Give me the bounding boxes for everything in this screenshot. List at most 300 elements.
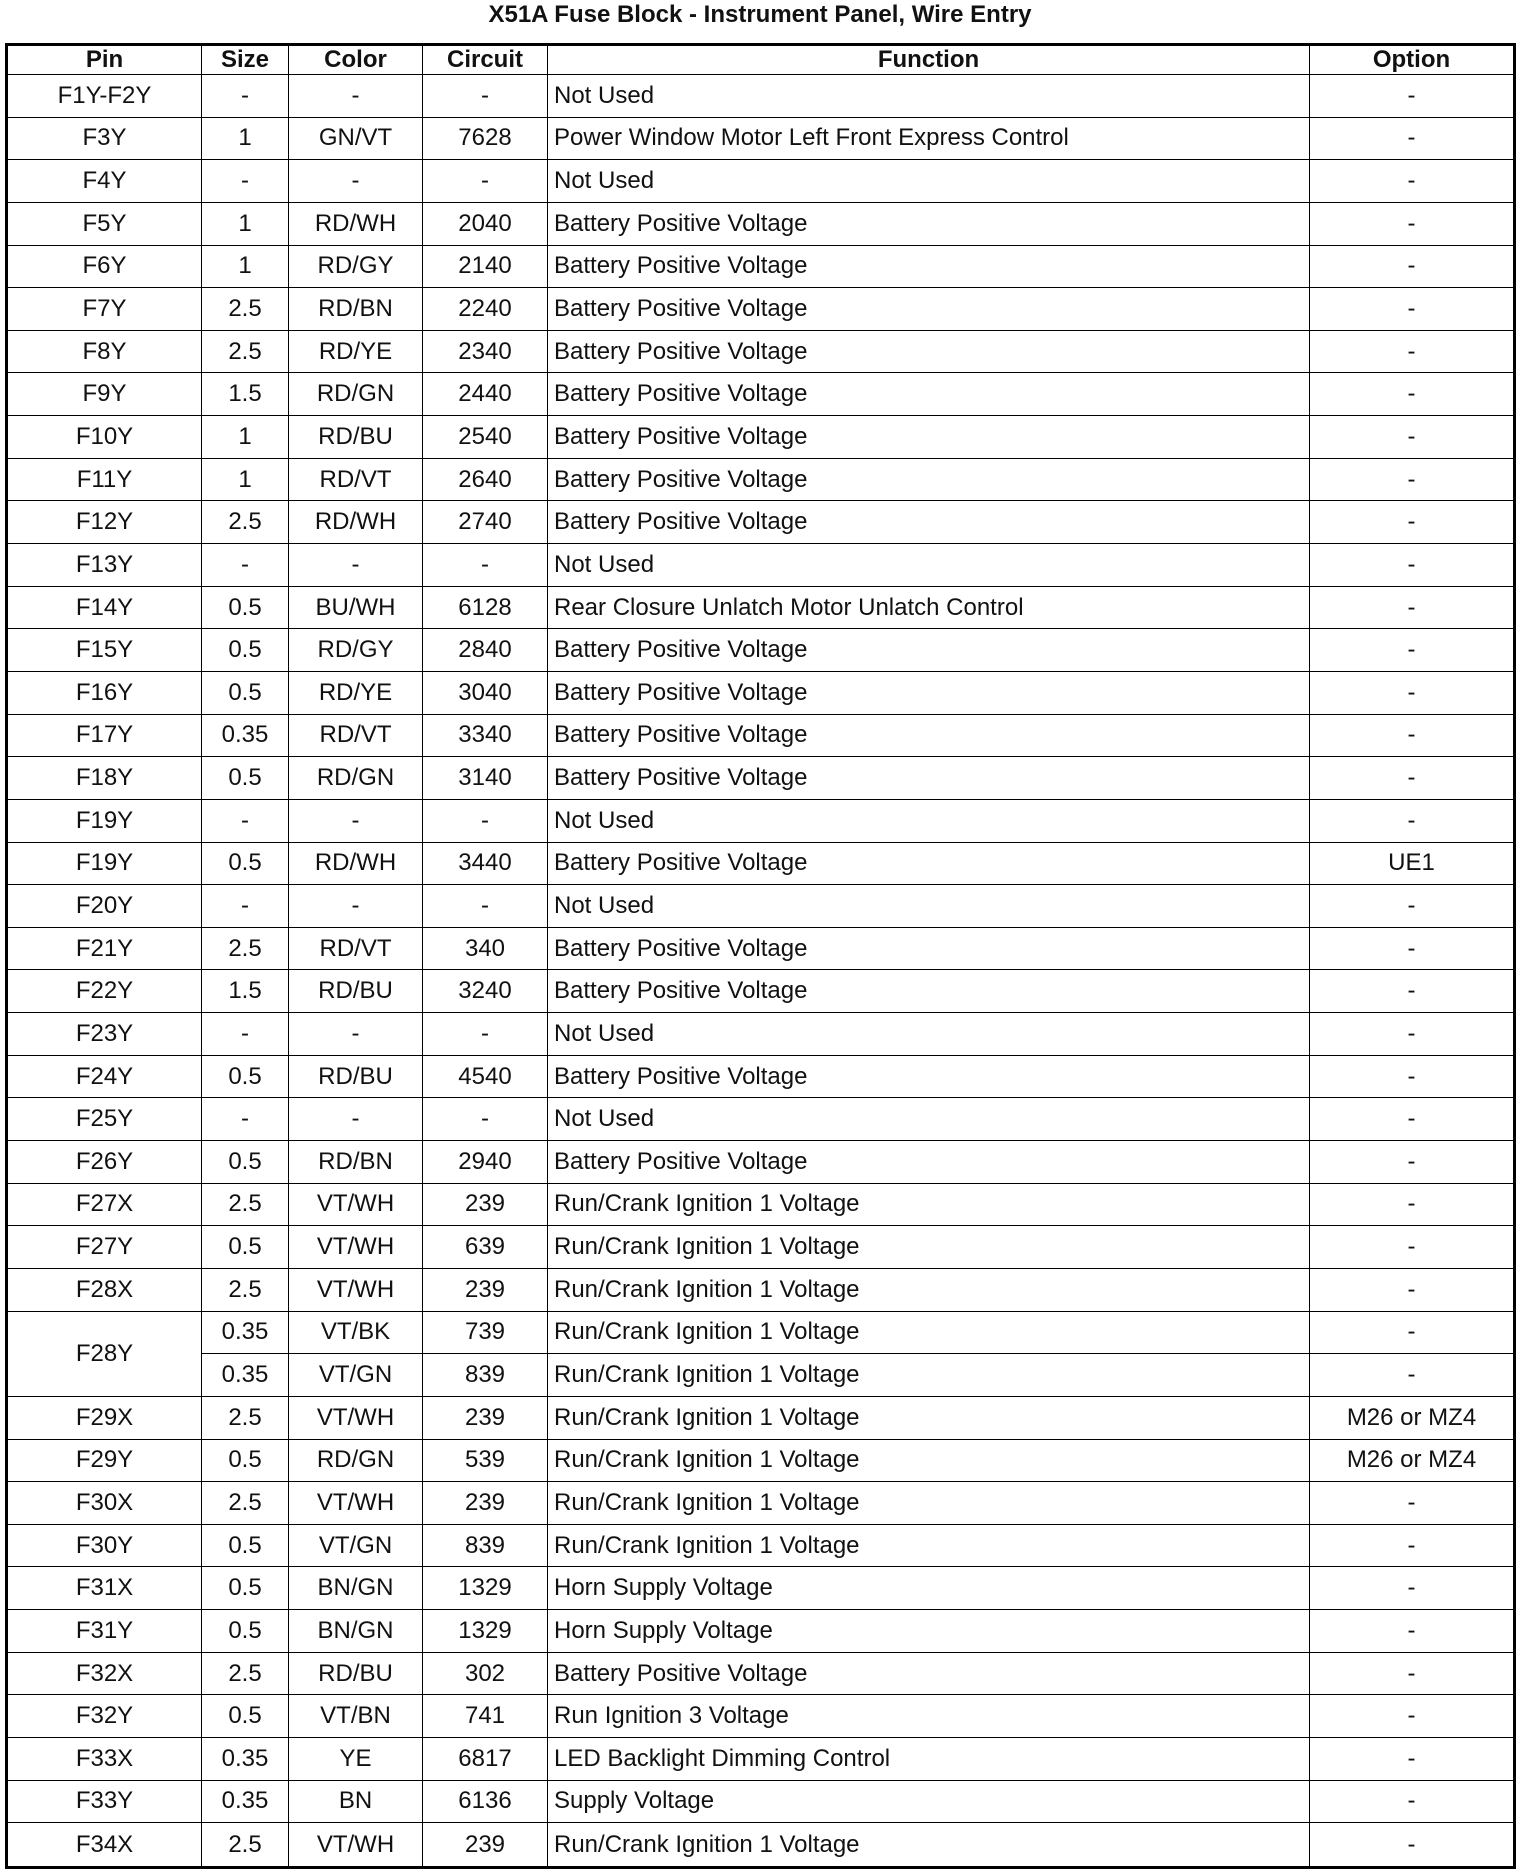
circuit-cell: - xyxy=(423,1098,548,1141)
pin-cell: F19Y xyxy=(7,799,202,842)
size-cell: 1 xyxy=(202,202,289,245)
size-cell: 1.5 xyxy=(202,373,289,416)
option-cell: - xyxy=(1310,1013,1515,1056)
size-cell: 0.35 xyxy=(202,1311,289,1354)
table-row xyxy=(7,117,1515,160)
pin-cell: F7Y xyxy=(7,288,202,331)
table-row xyxy=(7,1567,1515,1610)
color-cell: RD/BU xyxy=(289,416,423,459)
function-cell: Battery Positive Voltage xyxy=(548,1141,1310,1184)
pin-cell: F28X xyxy=(7,1268,202,1311)
color-cell: VT/WH xyxy=(289,1396,423,1439)
table-row xyxy=(7,330,1515,373)
option-cell: - xyxy=(1310,671,1515,714)
table-row xyxy=(7,1013,1515,1056)
size-cell: 2.5 xyxy=(202,1823,289,1868)
table-row xyxy=(7,75,1515,118)
color-cell: RD/BU xyxy=(289,1055,423,1098)
option-cell: - xyxy=(1310,1311,1515,1354)
size-cell: - xyxy=(202,75,289,118)
circuit-cell: 6817 xyxy=(423,1737,548,1780)
pin-cell: F14Y xyxy=(7,586,202,629)
function-cell: Run/Crank Ignition 1 Voltage xyxy=(548,1823,1310,1868)
function-cell: Run/Crank Ignition 1 Voltage xyxy=(548,1226,1310,1269)
table-row xyxy=(7,1482,1515,1525)
size-cell: 2.5 xyxy=(202,501,289,544)
circuit-cell: 639 xyxy=(423,1226,548,1269)
size-cell: - xyxy=(202,544,289,587)
option-cell: - xyxy=(1310,885,1515,928)
option-cell: - xyxy=(1310,1737,1515,1780)
color-cell: BU/WH xyxy=(289,586,423,629)
option-cell: - xyxy=(1310,1482,1515,1525)
option-cell: - xyxy=(1310,1610,1515,1653)
function-cell: Battery Positive Voltage xyxy=(548,373,1310,416)
table-row xyxy=(7,970,1515,1013)
table-row xyxy=(7,1098,1515,1141)
option-cell: - xyxy=(1310,1098,1515,1141)
color-cell: RD/BU xyxy=(289,970,423,1013)
size-cell: 0.5 xyxy=(202,1226,289,1269)
size-cell: 0.5 xyxy=(202,1439,289,1482)
size-cell: 0.5 xyxy=(202,671,289,714)
size-cell: 0.5 xyxy=(202,842,289,885)
pin-cell: F5Y xyxy=(7,202,202,245)
table-row xyxy=(7,1311,1515,1354)
function-cell: Run/Crank Ignition 1 Voltage xyxy=(548,1183,1310,1226)
table-row xyxy=(7,1226,1515,1269)
color-cell: RD/WH xyxy=(289,202,423,245)
function-cell: Battery Positive Voltage xyxy=(548,757,1310,800)
function-cell: Battery Positive Voltage xyxy=(548,927,1310,970)
circuit-cell: 340 xyxy=(423,927,548,970)
column-header-pin: Pin xyxy=(7,45,202,75)
table-row xyxy=(7,1183,1515,1226)
table-row xyxy=(7,671,1515,714)
color-cell: RD/VT xyxy=(289,458,423,501)
circuit-cell: 239 xyxy=(423,1396,548,1439)
option-cell: - xyxy=(1310,75,1515,118)
table-row xyxy=(7,927,1515,970)
function-cell: LED Backlight Dimming Control xyxy=(548,1737,1310,1780)
circuit-cell: 239 xyxy=(423,1482,548,1525)
color-cell: RD/BU xyxy=(289,1652,423,1695)
function-cell: Run/Crank Ignition 1 Voltage xyxy=(548,1439,1310,1482)
pin-cell: F29Y xyxy=(7,1439,202,1482)
table-row xyxy=(7,1780,1515,1823)
function-cell: Battery Positive Voltage xyxy=(548,202,1310,245)
circuit-cell: 3240 xyxy=(423,970,548,1013)
option-cell: - xyxy=(1310,1268,1515,1311)
pin-cell: F15Y xyxy=(7,629,202,672)
pin-cell: F23Y xyxy=(7,1013,202,1056)
option-cell: - xyxy=(1310,1567,1515,1610)
option-cell: UE1 xyxy=(1310,842,1515,885)
function-cell: Horn Supply Voltage xyxy=(548,1610,1310,1653)
function-cell: Run/Crank Ignition 1 Voltage xyxy=(548,1268,1310,1311)
option-cell: - xyxy=(1310,1055,1515,1098)
option-cell: - xyxy=(1310,1354,1515,1397)
color-cell: BN/GN xyxy=(289,1567,423,1610)
option-cell: - xyxy=(1310,501,1515,544)
color-cell: GN/VT xyxy=(289,117,423,160)
option-cell: - xyxy=(1310,1695,1515,1738)
pin-cell: F33X xyxy=(7,1737,202,1780)
table-row xyxy=(7,458,1515,501)
pin-cell: F20Y xyxy=(7,885,202,928)
color-cell: VT/WH xyxy=(289,1268,423,1311)
function-cell: Run Ignition 3 Voltage xyxy=(548,1695,1310,1738)
size-cell: 2.5 xyxy=(202,927,289,970)
column-header-option: Option xyxy=(1310,45,1515,75)
table-row xyxy=(7,1268,1515,1311)
table-row xyxy=(7,1354,1515,1397)
option-cell: - xyxy=(1310,757,1515,800)
pin-cell: F29X xyxy=(7,1396,202,1439)
circuit-cell: 3440 xyxy=(423,842,548,885)
size-cell: 0.35 xyxy=(202,714,289,757)
circuit-cell: - xyxy=(423,160,548,203)
circuit-cell: - xyxy=(423,75,548,118)
option-cell: - xyxy=(1310,202,1515,245)
color-cell: - xyxy=(289,544,423,587)
size-cell: - xyxy=(202,885,289,928)
circuit-cell: 839 xyxy=(423,1354,548,1397)
function-cell: Battery Positive Voltage xyxy=(548,842,1310,885)
header-row xyxy=(7,45,1515,75)
function-cell: Battery Positive Voltage xyxy=(548,458,1310,501)
color-cell: VT/WH xyxy=(289,1823,423,1868)
size-cell: 2.5 xyxy=(202,330,289,373)
circuit-cell: 4540 xyxy=(423,1055,548,1098)
function-cell: Supply Voltage xyxy=(548,1780,1310,1823)
pin-cell: F11Y xyxy=(7,458,202,501)
function-cell: Battery Positive Voltage xyxy=(548,245,1310,288)
size-cell: 2.5 xyxy=(202,1183,289,1226)
size-cell: - xyxy=(202,799,289,842)
color-cell: - xyxy=(289,160,423,203)
circuit-cell: 3140 xyxy=(423,757,548,800)
circuit-cell: - xyxy=(423,885,548,928)
circuit-cell: 739 xyxy=(423,1311,548,1354)
table-row xyxy=(7,586,1515,629)
column-header-circuit: Circuit xyxy=(423,45,548,75)
circuit-cell: 6128 xyxy=(423,586,548,629)
pin-cell: F27Y xyxy=(7,1226,202,1269)
size-cell: 0.5 xyxy=(202,757,289,800)
function-cell: Horn Supply Voltage xyxy=(548,1567,1310,1610)
color-cell: RD/GY xyxy=(289,245,423,288)
option-cell: - xyxy=(1310,330,1515,373)
option-cell: - xyxy=(1310,544,1515,587)
size-cell: - xyxy=(202,1098,289,1141)
pin-cell: F17Y xyxy=(7,714,202,757)
table-row xyxy=(7,245,1515,288)
function-cell: Run/Crank Ignition 1 Voltage xyxy=(548,1311,1310,1354)
pin-cell: F25Y xyxy=(7,1098,202,1141)
circuit-cell: 239 xyxy=(423,1268,548,1311)
size-cell: 1 xyxy=(202,245,289,288)
table-title: X51A Fuse Block - Instrument Panel, Wire Entry xyxy=(488,1,1032,28)
size-cell: 1 xyxy=(202,416,289,459)
table-row xyxy=(7,160,1515,203)
pin-cell: F24Y xyxy=(7,1055,202,1098)
color-cell: RD/GN xyxy=(289,757,423,800)
pin-cell: F21Y xyxy=(7,927,202,970)
table-row xyxy=(7,757,1515,800)
pin-cell: F12Y xyxy=(7,501,202,544)
table-body xyxy=(7,75,1515,1868)
option-cell: - xyxy=(1310,586,1515,629)
circuit-cell: 6136 xyxy=(423,1780,548,1823)
pin-cell: F27X xyxy=(7,1183,202,1226)
pin-cell: F33Y xyxy=(7,1780,202,1823)
pin-cell: F31Y xyxy=(7,1610,202,1653)
size-cell: 1 xyxy=(202,117,289,160)
pin-cell: F32Y xyxy=(7,1695,202,1738)
circuit-cell: 2440 xyxy=(423,373,548,416)
color-cell: BN xyxy=(289,1780,423,1823)
color-cell: VT/BK xyxy=(289,1311,423,1354)
option-cell: - xyxy=(1310,799,1515,842)
option-cell: - xyxy=(1310,245,1515,288)
option-cell: - xyxy=(1310,1183,1515,1226)
size-cell: 1 xyxy=(202,458,289,501)
table-row xyxy=(7,1610,1515,1653)
circuit-cell: 741 xyxy=(423,1695,548,1738)
function-cell: Rear Closure Unlatch Motor Unlatch Control xyxy=(548,586,1310,629)
size-cell: 1.5 xyxy=(202,970,289,1013)
function-cell: Run/Crank Ignition 1 Voltage xyxy=(548,1524,1310,1567)
option-cell: - xyxy=(1310,1652,1515,1695)
pin-cell: F30Y xyxy=(7,1524,202,1567)
circuit-cell: 839 xyxy=(423,1524,548,1567)
function-cell: Battery Positive Voltage xyxy=(548,714,1310,757)
circuit-cell: 2340 xyxy=(423,330,548,373)
column-header-color: Color xyxy=(289,45,423,75)
option-cell: - xyxy=(1310,160,1515,203)
circuit-cell: 2240 xyxy=(423,288,548,331)
pin-cell: F31X xyxy=(7,1567,202,1610)
color-cell: VT/GN xyxy=(289,1524,423,1567)
pin-cell: F8Y xyxy=(7,330,202,373)
function-cell: Battery Positive Voltage xyxy=(548,629,1310,672)
table-row xyxy=(7,544,1515,587)
size-cell: - xyxy=(202,1013,289,1056)
pin-cell: F22Y xyxy=(7,970,202,1013)
size-cell: 2.5 xyxy=(202,1482,289,1525)
color-cell: VT/WH xyxy=(289,1482,423,1525)
pin-cell: F1Y-F2Y xyxy=(7,75,202,118)
color-cell: RD/GN xyxy=(289,1439,423,1482)
color-cell: YE xyxy=(289,1737,423,1780)
circuit-cell: 302 xyxy=(423,1652,548,1695)
pin-cell: F18Y xyxy=(7,757,202,800)
table-row xyxy=(7,1524,1515,1567)
size-cell: 0.5 xyxy=(202,1055,289,1098)
function-cell: Power Window Motor Left Front Express Control xyxy=(548,117,1310,160)
option-cell: - xyxy=(1310,117,1515,160)
color-cell: - xyxy=(289,885,423,928)
option-cell: - xyxy=(1310,373,1515,416)
table-row xyxy=(7,1055,1515,1098)
pin-cell: F26Y xyxy=(7,1141,202,1184)
color-cell: BN/GN xyxy=(289,1610,423,1653)
size-cell: 2.5 xyxy=(202,1396,289,1439)
table-row xyxy=(7,842,1515,885)
color-cell: VT/BN xyxy=(289,1695,423,1738)
circuit-cell: 1329 xyxy=(423,1610,548,1653)
table-row xyxy=(7,714,1515,757)
function-cell: Battery Positive Voltage xyxy=(548,1652,1310,1695)
option-cell: - xyxy=(1310,1226,1515,1269)
color-cell: RD/YE xyxy=(289,671,423,714)
function-cell: Battery Positive Voltage xyxy=(548,671,1310,714)
circuit-cell: 2640 xyxy=(423,458,548,501)
pinout-table xyxy=(5,43,1516,1869)
function-cell: Battery Positive Voltage xyxy=(548,1055,1310,1098)
pin-cell: F9Y xyxy=(7,373,202,416)
table-row xyxy=(7,1652,1515,1695)
table-row xyxy=(7,501,1515,544)
option-cell: - xyxy=(1310,416,1515,459)
pin-cell: F32X xyxy=(7,1652,202,1695)
color-cell: - xyxy=(289,1013,423,1056)
circuit-cell: 1329 xyxy=(423,1567,548,1610)
circuit-cell: 2840 xyxy=(423,629,548,672)
column-header-size: Size xyxy=(202,45,289,75)
color-cell: RD/VT xyxy=(289,927,423,970)
function-cell: Battery Positive Voltage xyxy=(548,416,1310,459)
function-cell: Battery Positive Voltage xyxy=(548,330,1310,373)
color-cell: VT/WH xyxy=(289,1183,423,1226)
circuit-cell: 539 xyxy=(423,1439,548,1482)
pin-cell: F19Y xyxy=(7,842,202,885)
size-cell: 2.5 xyxy=(202,1652,289,1695)
table-row xyxy=(7,1737,1515,1780)
function-cell: Battery Positive Voltage xyxy=(548,970,1310,1013)
option-cell: - xyxy=(1310,288,1515,331)
option-cell: - xyxy=(1310,1823,1515,1868)
option-cell: M26 or MZ4 xyxy=(1310,1396,1515,1439)
function-cell: Battery Positive Voltage xyxy=(548,288,1310,331)
size-cell: 0.5 xyxy=(202,586,289,629)
size-cell: 0.5 xyxy=(202,1524,289,1567)
color-cell: RD/VT xyxy=(289,714,423,757)
circuit-cell: 3040 xyxy=(423,671,548,714)
color-cell: RD/YE xyxy=(289,330,423,373)
size-cell: 0.5 xyxy=(202,1141,289,1184)
circuit-cell: 2540 xyxy=(423,416,548,459)
color-cell: RD/WH xyxy=(289,501,423,544)
circuit-cell: - xyxy=(423,1013,548,1056)
color-cell: RD/BN xyxy=(289,1141,423,1184)
size-cell: 0.35 xyxy=(202,1354,289,1397)
function-cell: Not Used xyxy=(548,1098,1310,1141)
function-cell: Run/Crank Ignition 1 Voltage xyxy=(548,1396,1310,1439)
color-cell: RD/BN xyxy=(289,288,423,331)
color-cell: - xyxy=(289,1098,423,1141)
function-cell: Not Used xyxy=(548,75,1310,118)
size-cell: 0.35 xyxy=(202,1737,289,1780)
table-row xyxy=(7,202,1515,245)
pin-cell: F16Y xyxy=(7,671,202,714)
table-row xyxy=(7,799,1515,842)
color-cell: VT/GN xyxy=(289,1354,423,1397)
table-row xyxy=(7,1439,1515,1482)
circuit-cell: 239 xyxy=(423,1823,548,1868)
option-cell: - xyxy=(1310,629,1515,672)
option-cell: - xyxy=(1310,714,1515,757)
option-cell: - xyxy=(1310,1780,1515,1823)
table-row xyxy=(7,629,1515,672)
circuit-cell: 2140 xyxy=(423,245,548,288)
pin-cell: F10Y xyxy=(7,416,202,459)
function-cell: Battery Positive Voltage xyxy=(548,501,1310,544)
color-cell: - xyxy=(289,75,423,118)
option-cell: - xyxy=(1310,1524,1515,1567)
circuit-cell: 2040 xyxy=(423,202,548,245)
table-row xyxy=(7,1141,1515,1184)
pin-cell: F6Y xyxy=(7,245,202,288)
pin-cell: F13Y xyxy=(7,544,202,587)
size-cell: 0.35 xyxy=(202,1780,289,1823)
function-cell: Not Used xyxy=(548,160,1310,203)
pin-cell: F3Y xyxy=(7,117,202,160)
option-cell: - xyxy=(1310,1141,1515,1184)
table-row xyxy=(7,288,1515,331)
size-cell: 0.5 xyxy=(202,1610,289,1653)
pin-cell: F34X xyxy=(7,1823,202,1868)
option-cell: - xyxy=(1310,927,1515,970)
color-cell: VT/WH xyxy=(289,1226,423,1269)
option-cell: - xyxy=(1310,970,1515,1013)
color-cell: - xyxy=(289,799,423,842)
option-cell: M26 or MZ4 xyxy=(1310,1439,1515,1482)
function-cell: Not Used xyxy=(548,885,1310,928)
table-row xyxy=(7,416,1515,459)
color-cell: RD/GY xyxy=(289,629,423,672)
size-cell: 2.5 xyxy=(202,1268,289,1311)
column-header-function: Function xyxy=(548,45,1310,75)
table-row xyxy=(7,1695,1515,1738)
function-cell: Not Used xyxy=(548,799,1310,842)
circuit-cell: - xyxy=(423,544,548,587)
function-cell: Not Used xyxy=(548,544,1310,587)
size-cell: 0.5 xyxy=(202,1567,289,1610)
circuit-cell: 3340 xyxy=(423,714,548,757)
circuit-cell: 2940 xyxy=(423,1141,548,1184)
table-row xyxy=(7,373,1515,416)
pin-cell: F4Y xyxy=(7,160,202,203)
color-cell: RD/GN xyxy=(289,373,423,416)
color-cell: RD/WH xyxy=(289,842,423,885)
table-row xyxy=(7,1396,1515,1439)
function-cell: Run/Crank Ignition 1 Voltage xyxy=(548,1354,1310,1397)
table-row xyxy=(7,1823,1515,1868)
function-cell: Run/Crank Ignition 1 Voltage xyxy=(548,1482,1310,1525)
pin-cell: F30X xyxy=(7,1482,202,1525)
option-cell: - xyxy=(1310,458,1515,501)
size-cell: 0.5 xyxy=(202,1695,289,1738)
function-cell: Not Used xyxy=(548,1013,1310,1056)
table-row xyxy=(7,885,1515,928)
size-cell: - xyxy=(202,160,289,203)
circuit-cell: 7628 xyxy=(423,117,548,160)
circuit-cell: 2740 xyxy=(423,501,548,544)
circuit-cell: - xyxy=(423,799,548,842)
pin-cell: F28Y xyxy=(7,1311,202,1396)
